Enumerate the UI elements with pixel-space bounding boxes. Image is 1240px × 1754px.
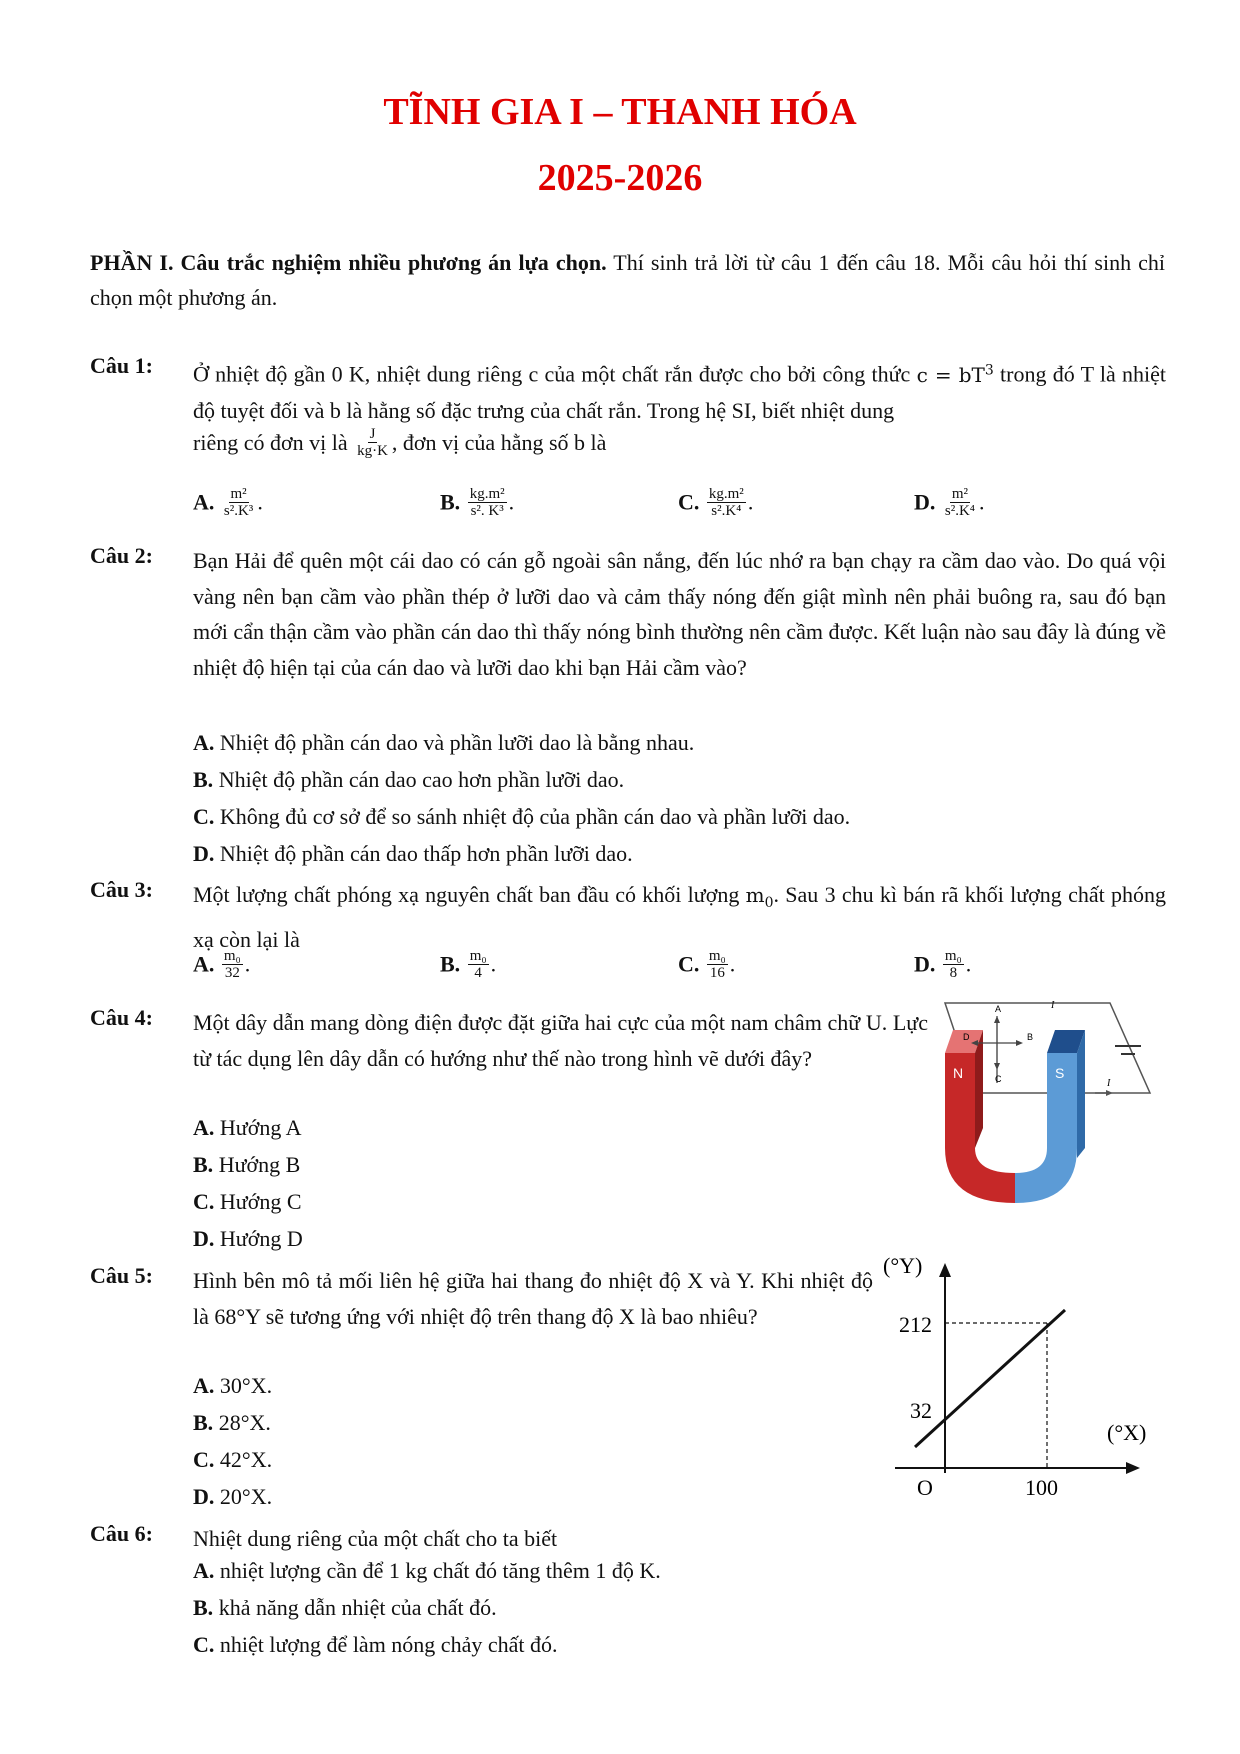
q1-option-a[interactable]: A. $\frac{\text{m²}}{\text{s².K³}}$ .	[193, 486, 263, 519]
q4-option-c[interactable]: C. Hướng C	[193, 1189, 302, 1214]
q4-option-d[interactable]: D. Hướng D	[193, 1226, 303, 1251]
question-5-text: Hình bên mô tả mối liên hệ giữa hai thang đo nhiệt độ X và Y. Khi nhiệt độ là 68°Y sẽ tương ứng với nhiệt độ trên thang độ X là bao nhiêu?	[193, 1268, 873, 1329]
magnet-south-leg	[1015, 1053, 1077, 1203]
y-tick-212: 212	[899, 1312, 932, 1337]
q1-text-part1: Ở nhiệt độ gần 0 K, nhiệt dung riêng c của một chất rắn được cho bởi công thức	[193, 361, 917, 387]
question-1-number: Câu 1:	[90, 353, 153, 378]
x-unit-label: (°X)	[1107, 1420, 1147, 1445]
school-year: 2025-2026	[537, 157, 703, 199]
current-label-top: I	[1051, 1000, 1055, 1011]
q3-option-d[interactable]: D. $\frac{\text{m₀}}{8}$ .	[914, 948, 972, 981]
q2-option-b[interactable]: B. Nhiệt độ phần cán dao cao hơn phần lưỡi dao.	[193, 767, 625, 792]
q5-option-d[interactable]: D. 20°X.	[193, 1484, 273, 1509]
dir-b-label: B	[1027, 1032, 1034, 1042]
dir-a-label: A	[995, 1004, 1002, 1014]
part-instructions: Thí sinh trả lời từ câu 1 đến câu 18. Mỗi câu hỏi thí sinh chỉ chọn một phương án.	[90, 250, 1166, 310]
question-3-number: Câu 3:	[90, 877, 153, 902]
question-6-text: Nhiệt dung riêng của một chất cho ta biết	[193, 1526, 558, 1551]
q3-option-a[interactable]: A. $\frac{\text{m₀}}{32}$ .	[193, 948, 251, 981]
dir-d-label: D	[963, 1032, 970, 1042]
q1-option-c[interactable]: C. $\frac{\text{kg.m²}}{\text{s².K⁴}}$ .	[678, 486, 754, 519]
question-6-number: Câu 6:	[90, 1521, 153, 1546]
q2-option-d[interactable]: D. Nhiệt độ phần cán dao thấp hơn phần lưỡi dao.	[193, 841, 633, 866]
page-title: TĨNH GIA I – THANH HÓA	[383, 91, 857, 133]
question-1-text	[193, 353, 1166, 429]
temperature-scale-graph	[875, 1255, 1160, 1500]
current-label-bottom: I	[1107, 1078, 1111, 1089]
q3-option-c[interactable]: C. $\frac{\text{m₀}}{16}$ .	[678, 948, 736, 981]
pole-n-label: N	[953, 1065, 964, 1081]
q1-text-part3: riêng có đơn vị là	[193, 430, 354, 455]
question-4-text: Một dây dẫn mang dòng điện được đặt giữa hai cực của một nam châm chữ U. Lực từ tác dụng lên dây dẫn có hướng như thế nào trong hình vẽ dưới đây?	[193, 1010, 928, 1071]
question-3-options	[193, 950, 1093, 990]
q3-mass-symbol: $m_0$	[745, 883, 774, 911]
q5-option-c[interactable]: C. 42°X.	[193, 1447, 273, 1472]
question-5-number: Câu 5:	[90, 1263, 153, 1288]
question-1-line3	[193, 425, 1166, 461]
q1-formula: $c = bT^3$	[916, 362, 994, 387]
x-axis-arrow	[1126, 1462, 1140, 1474]
q1-unit-fraction: $\frac{J}{kg\cdot K}$	[357, 426, 388, 460]
q5-option-a[interactable]: A. 30°X.	[193, 1373, 273, 1398]
q6-option-b[interactable]: B. khả năng dẫn nhiệt của chất đó.	[193, 1595, 497, 1620]
question-3-text: Một lượng chất phóng xạ nguyên chất ban đầu có khối lượng $m_0$. Sau 3 chu kì bán rã khối lượng chất phóng xạ còn lại là	[193, 882, 1166, 952]
q6-option-a[interactable]: A. nhiệt lượng cần để 1 kg chất đó tăng thêm 1 độ K.	[193, 1558, 661, 1583]
q1-text-part4: , đơn vị của hằng số b là	[391, 430, 607, 455]
question-1-options	[193, 488, 1093, 528]
question-2-number: Câu 2:	[90, 543, 153, 568]
q3-option-b[interactable]: B. $\frac{\text{m₀}}{4}$ .	[440, 948, 497, 981]
u-magnet-figure	[935, 998, 1155, 1243]
part-heading: PHẦN I. Câu trắc nghiệm nhiều phương án lựa chọn.	[90, 250, 607, 275]
y-axis-arrow	[939, 1263, 951, 1277]
y-unit-label: (°Y)	[883, 1255, 923, 1278]
q6-option-c[interactable]: C. nhiệt lượng để làm nóng chảy chất đó.	[193, 1632, 558, 1657]
relation-line	[915, 1310, 1065, 1447]
q1-option-d[interactable]: D. $\frac{\text{m²}}{\text{s².K⁴}}$ .	[914, 486, 985, 519]
q5-option-b[interactable]: B. 28°X.	[193, 1410, 271, 1435]
q2-option-a[interactable]: A. Nhiệt độ phần cán dao và phần lưỡi dao là bằng nhau.	[193, 730, 695, 755]
x-tick-100: 100	[1025, 1475, 1058, 1500]
dir-c-label: C	[995, 1074, 1002, 1084]
q4-option-a[interactable]: A. Hướng A	[193, 1115, 302, 1140]
q1-option-b[interactable]: B. $\frac{\text{kg.m²}}{\text{s². K³}}$ .	[440, 486, 515, 519]
part-intro	[90, 245, 1165, 315]
origin-label: O	[917, 1475, 933, 1500]
q2-option-c[interactable]: C. Không đủ cơ sở để so sánh nhiệt độ của phần cán dao và phần lưỡi dao.	[193, 804, 851, 829]
question-2-text: Bạn Hải để quên một cái dao có cán gỗ ngoài sân nắng, đến lúc nhớ ra bạn chạy ra cầm dao vào. Do quá vội vàng nên bạn cầm vào phần thép ở lưỡi dao và cảm thấy nóng đến giật mình nên phải buông ra, sau đó bạn mới cẩn thận cầm vào phần cán dao thì thấy nóng bình thường nên cầm được. Kết luận nào sau đây là đúng về nhiệt độ hiện tại của cán dao và lưỡi dao khi bạn Hải cầm vào?	[193, 548, 1166, 680]
q4-option-b[interactable]: B. Hướng B	[193, 1152, 301, 1177]
pole-s-label: S	[1055, 1065, 1065, 1081]
y-tick-32: 32	[910, 1398, 932, 1423]
question-4-number: Câu 4:	[90, 1005, 153, 1030]
q1-text-part2: trong đó T là nhiệt độ tuyệt đối và b là hằng số đặc trưng của chất rắn. Trong hệ SI, biết nhiệt dung	[193, 361, 1166, 424]
